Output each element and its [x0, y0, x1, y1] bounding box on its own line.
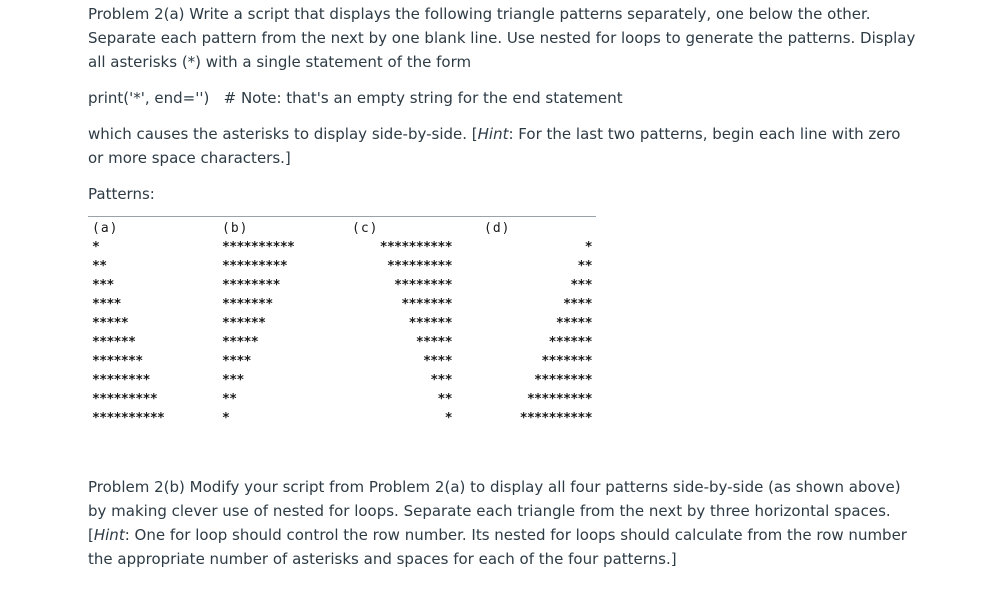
pattern-row: ****: [423, 354, 452, 369]
pattern-row: **********: [222, 240, 295, 255]
problem-2b-text-end: : One for loop should control the row number. Its nested for loops should calculate from the row number the appropriate number of asterisks and spaces for each of the four patterns.]: [88, 526, 907, 568]
pattern-row: **********: [379, 240, 452, 255]
pattern-row: *: [584, 240, 592, 255]
pattern-row: ***: [570, 278, 592, 293]
pattern-c: [352, 219, 452, 428]
pattern-row: ***: [430, 373, 452, 388]
problem-2a-explanation: [88, 122, 918, 170]
pattern-row: *****: [555, 316, 592, 331]
pattern-row: **: [222, 392, 237, 407]
pattern-row: *********: [386, 259, 452, 274]
pattern-row: *********: [222, 259, 288, 274]
explanation-text-start: which causes the asterisks to display side-by-side. [: [88, 125, 478, 143]
problem-2b-text: [88, 475, 918, 571]
pattern-row: **: [437, 392, 452, 407]
pattern-row: ****: [92, 297, 121, 312]
pattern-row: *: [222, 411, 230, 426]
pattern-row: ***: [92, 278, 114, 293]
pattern-row: ********: [394, 278, 452, 293]
pattern-row: ****: [222, 354, 251, 369]
pattern-a-header: (a): [92, 221, 119, 236]
pattern-row: *****: [222, 335, 259, 350]
pattern-row: *******: [92, 354, 143, 369]
pattern-b: [222, 219, 294, 428]
pattern-d-header: (d): [484, 221, 511, 236]
pattern-row: ********: [534, 373, 592, 388]
pattern-c-header: (c): [352, 221, 379, 236]
pattern-row: *: [444, 411, 452, 426]
pattern-d: [484, 219, 592, 428]
pattern-row: **********: [92, 411, 165, 426]
pattern-row: *******: [222, 297, 273, 312]
print-statement-line: print('*', end='') # Note: that's an empty string for the end statement: [88, 89, 623, 107]
pattern-row: ******: [408, 316, 452, 331]
pattern-row: *****: [92, 316, 129, 331]
pattern-row: ******: [222, 316, 266, 331]
pattern-b-header: (b): [222, 221, 249, 236]
pattern-row: *******: [401, 297, 452, 312]
pattern-row: ******: [92, 335, 136, 350]
pattern-row: ******: [548, 335, 592, 350]
pattern-row: *********: [526, 392, 592, 407]
pattern-row: **********: [519, 411, 592, 426]
pattern-row: *: [92, 240, 100, 255]
pattern-row: **: [577, 259, 592, 274]
pattern-row: ****: [563, 297, 592, 312]
pattern-row: *******: [541, 354, 592, 369]
pattern-row: **: [92, 259, 107, 274]
patterns-label: Patterns:: [88, 185, 155, 203]
triangle-patterns: [88, 216, 596, 426]
pattern-row: ********: [222, 278, 280, 293]
pattern-row: ***: [222, 373, 244, 388]
pattern-a: [92, 219, 164, 428]
pattern-row: *********: [92, 392, 158, 407]
hint-label-2b: Hint: [93, 526, 125, 544]
explanation-text-end: : For the last two patterns, begin each line with zero or more space characters.]: [88, 125, 901, 167]
problem-2b-text-start: Problem 2(b) Modify your script from Problem 2(a) to display all four patterns side-by-side (as shown above) by making clever use of nested for loops. Separate each triangle from the next by three horizontal spaces. [: [88, 478, 901, 544]
pattern-row: ********: [92, 373, 150, 388]
pattern-row: *****: [415, 335, 452, 350]
problem-2a-intro: Problem 2(a) Write a script that displays the following triangle patterns separately, one below the other. Separate each pattern from the next by one blank line. Use nested for loops to generate the patterns. Display all asterisks (*) with a single statement of the form: [88, 5, 916, 71]
hint-label: Hint: [477, 125, 509, 143]
